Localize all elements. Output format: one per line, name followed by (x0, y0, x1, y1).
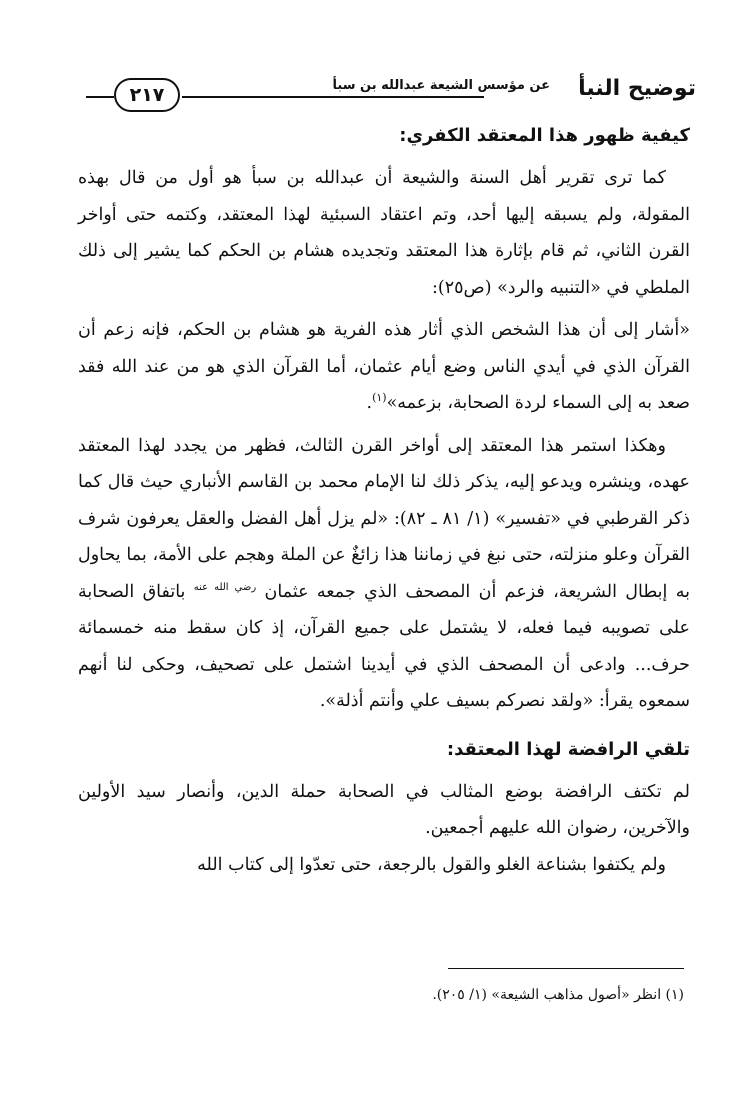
paragraph: كما ترى تقرير أهل السنة والشيعة أن عبدالله بن سبأ هو أول من قال بهذه المقولة، ولم يسبقه إليها أحد، وتم اعتقاد السبئية لهذا المعتقد، وكتمه حتى أواخر القرن الثاني، ثم قام بإثارة هذا المعتقد وتجديده هشام بن الحكم كما يشير إلى ذلك الملطي في «التنبيه والرد» (ص٢٥): (78, 168, 690, 298)
header-rule (182, 96, 484, 98)
paragraph: لم تكتف الرافضة بوضع المثالب في الصحابة حملة الدين، وأنصار سيد الأولين والآخرين، رضوان الله عليهم أجمعين. (78, 781, 690, 838)
header-rule-left (86, 96, 114, 98)
footnote-rule (448, 968, 684, 969)
paragraph: ولم يكتفوا بشناعة الغلو والقول بالرجعة، حتى تعدّوا إلى كتاب الله (197, 854, 666, 875)
paragraph (78, 428, 690, 720)
header-subtitle: عن مؤسس الشيعة عبدالله بن سبأ (332, 78, 550, 93)
page-number-text: ٢١٧ (129, 84, 165, 106)
header-title: توضيح النبأ (578, 76, 696, 101)
page-number (114, 78, 180, 112)
section-heading: تلقي الرافضة لهذا المعتقد: (446, 738, 690, 760)
footnote: (١) انظر «أصول مذاهب الشيعة» (١/ ٢٠٥). (432, 987, 684, 1003)
quote-paragraph: «أشار إلى أن هذا الشخص الذي أثار هذه الفرية هو هشام بن الحكم، فإنه زعم أن القرآن الذي في أيدي الناس وضع أيام عثمان، أما القرآن الذي هو من عند الله فقد صعد به إلى السماء لردة الصحابة، بزعمه»$^{(١)}$. (78, 320, 690, 413)
paragraph-text: وهكذا استمر هذا المعتقد إلى أواخر القرن الثالث، فظهر من يجدد لهذا المعتقد عهده، وينشره ويدعو إليه، يذكر ذلك لنا الإمام محمد بن القاسم الأنباري حيث قال كما ذكر القرطبي في «تفسير» (١/ ٨١ ـ ٨٢): «لم يزل أهل الفضل والعقل يعرفون شرف القرآن وعلو منزلته، حتى نبغ في زماننا هذا زائغٌ عن الملة وهجم على الأمة، بما يحاول به إبطال الشريعة، فزعم أن المصحف الذي جمعه عثمان (78, 435, 690, 602)
running-header (86, 70, 696, 114)
main-text (78, 116, 690, 883)
section-heading: كيفية ظهور هذا المعتقد الكفري: (399, 125, 690, 146)
honorific-glyph: رضي الله عنه (193, 581, 257, 593)
footnote-marker: (١) (372, 391, 387, 405)
quote-text: «أشار إلى أن هذا الشخص الذي أثار هذه الفرية هو هشام بن الحكم، فإنه زعم أن القرآن الذي في أيدي الناس وضع أيام عثمان، أما القرآن الذي هو من عند الله فقد صعد به إلى السماء لردة الصحابة، بزعمه» (78, 320, 690, 413)
paragraph-text-continued: باتفاق الصحابة على تصويبه فيما فعله، لا يشتمل على جميع القرآن، إذ كان سقط منه خمسمائة حرف... وادعى أن المصحف الذي في أيدينا اشتمل على تصحيف، وحكى لنا أنهم سمعوه يقرأ: «ولقد نصركم بسيف علي وأنتم أذلة». (78, 581, 690, 711)
